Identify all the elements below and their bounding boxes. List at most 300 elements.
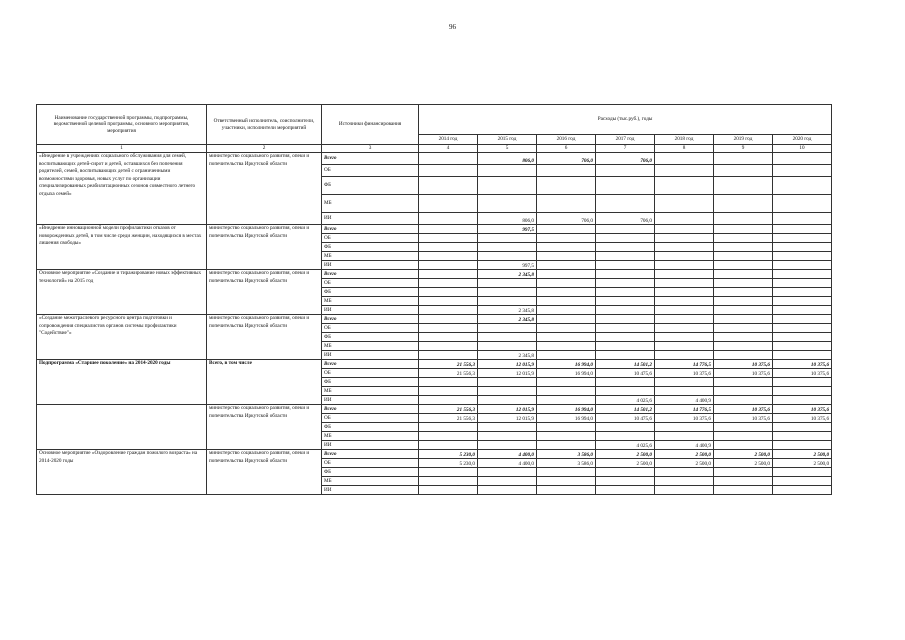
value-cell (714, 288, 773, 297)
value-cell (773, 243, 832, 252)
value-cell (655, 351, 714, 360)
value-cell (714, 387, 773, 396)
value-cell (714, 234, 773, 243)
value-cell (773, 195, 832, 213)
value-cell (714, 324, 773, 333)
value-cell (714, 468, 773, 477)
value-cell (596, 165, 655, 177)
value-cell: 12 015,9 (478, 414, 537, 423)
source-cell: Всего (322, 153, 419, 165)
value-cell: 2 500,0 (655, 459, 714, 468)
value-cell (478, 468, 537, 477)
source-cell: ОБ (322, 234, 419, 243)
value-cell (478, 342, 537, 351)
table-row (37, 153, 832, 165)
value-cell: 806,0 (478, 153, 537, 165)
value-cell: 4 400,0 (478, 459, 537, 468)
value-cell (773, 468, 832, 477)
value-cell (773, 486, 832, 495)
value-cell: 12 015,9 (478, 405, 537, 414)
value-cell (714, 315, 773, 324)
value-cell: 12 015,9 (478, 369, 537, 378)
value-cell (773, 477, 832, 486)
value-cell (596, 297, 655, 306)
value-cell: 14 776,5 (655, 360, 714, 369)
header-expenses: Расходы (тыс.руб.), годы (419, 105, 832, 135)
value-cell: 706,0 (596, 153, 655, 165)
value-cell (596, 432, 655, 441)
source-cell: ОБ (322, 324, 419, 333)
value-cell: 4 400,9 (655, 396, 714, 405)
value-cell: 10 375,6 (773, 405, 832, 414)
value-cell (537, 432, 596, 441)
value-cell (596, 288, 655, 297)
value-cell: 10 375,6 (655, 369, 714, 378)
value-cell (655, 225, 714, 234)
source-cell: ФБ (322, 177, 419, 195)
value-cell (655, 306, 714, 315)
value-cell (655, 177, 714, 195)
source-cell: Всего (322, 225, 419, 234)
source-cell: Всего (322, 315, 419, 324)
value-cell (478, 396, 537, 405)
value-cell (537, 261, 596, 270)
value-cell (655, 261, 714, 270)
value-cell (596, 243, 655, 252)
value-cell (655, 153, 714, 165)
value-cell (773, 252, 832, 261)
value-cell (419, 153, 478, 165)
value-cell (773, 423, 832, 432)
value-cell (537, 270, 596, 279)
value-cell: 10 375,6 (655, 414, 714, 423)
value-cell (537, 333, 596, 342)
value-cell (537, 486, 596, 495)
financing-table (36, 104, 832, 495)
value-cell (419, 225, 478, 234)
value-cell (596, 351, 655, 360)
header-program: Наименование государственной программы, подпрограммы, ведомственной целевой программы, основного мероприятия, мероприятия (37, 105, 207, 145)
value-cell (773, 153, 832, 165)
value-cell (596, 324, 655, 333)
source-cell: ФБ (322, 333, 419, 342)
value-cell (655, 333, 714, 342)
value-cell (419, 315, 478, 324)
value-cell (655, 342, 714, 351)
value-cell (773, 213, 832, 225)
value-cell: 21 556,3 (419, 414, 478, 423)
value-cell (478, 477, 537, 486)
value-cell (655, 315, 714, 324)
value-cell (714, 153, 773, 165)
value-cell: 2 500,0 (714, 450, 773, 459)
source-cell: ОБ (322, 414, 419, 423)
value-cell (773, 165, 832, 177)
value-cell: 4 025,6 (596, 441, 655, 450)
value-cell (655, 297, 714, 306)
value-cell (714, 165, 773, 177)
value-cell (478, 234, 537, 243)
value-cell: 16 994,0 (537, 369, 596, 378)
value-cell: 2 500,0 (714, 459, 773, 468)
executor-cell: министерство социального развития, опеки и попечительства Иркутской области (207, 405, 322, 450)
value-cell (714, 378, 773, 387)
value-cell: 806,0 (478, 213, 537, 225)
index-cell: 10 (773, 145, 832, 153)
value-cell (478, 324, 537, 333)
value-cell (714, 225, 773, 234)
value-cell (419, 213, 478, 225)
value-cell (537, 468, 596, 477)
value-cell: 10 375,6 (773, 414, 832, 423)
source-cell: Всего (322, 270, 419, 279)
table-row (37, 405, 832, 414)
source-cell: МБ (322, 477, 419, 486)
source-cell: ФБ (322, 468, 419, 477)
value-cell (419, 279, 478, 288)
program-name-cell: Основное мероприятие «Оздоровление граждан пожилого возраста» на 2014-2020 годы (37, 450, 207, 495)
value-cell: 14 501,2 (596, 360, 655, 369)
program-name-cell: «Внедрение в учреждениях социального обслуживания для семей, воспитывающих детей-сирот и детей, оставшихся без попечения родителей, семей, воспитывающих детей с ограниченными возможностями здоровья, новых услуг по организации специализированных реабилитационных сезонов совместного летнего отдыха семей» (37, 153, 207, 225)
value-cell (537, 315, 596, 324)
value-cell (773, 342, 832, 351)
value-cell: 2 500,0 (596, 450, 655, 459)
source-cell: ФБ (322, 288, 419, 297)
value-cell: 706,0 (537, 153, 596, 165)
value-cell (596, 486, 655, 495)
value-cell (537, 324, 596, 333)
value-cell (773, 441, 832, 450)
value-cell (537, 234, 596, 243)
value-cell: 706,0 (537, 213, 596, 225)
value-cell (773, 387, 832, 396)
value-cell: 21 556,3 (419, 369, 478, 378)
source-cell: МБ (322, 387, 419, 396)
index-cell: 5 (478, 145, 537, 153)
value-cell (714, 342, 773, 351)
value-cell (655, 378, 714, 387)
value-cell (773, 306, 832, 315)
value-cell (596, 177, 655, 195)
table-row (37, 315, 832, 324)
source-cell: ОБ (322, 279, 419, 288)
source-cell: МБ (322, 195, 419, 213)
value-cell (655, 432, 714, 441)
value-cell (478, 252, 537, 261)
value-cell (714, 270, 773, 279)
source-cell: ОБ (322, 165, 419, 177)
value-cell (773, 333, 832, 342)
value-cell (537, 225, 596, 234)
value-cell (419, 477, 478, 486)
value-cell (773, 351, 832, 360)
source-cell: ОБ (322, 459, 419, 468)
value-cell (419, 333, 478, 342)
value-cell: 2 345,8 (478, 315, 537, 324)
source-cell: ИИ (322, 486, 419, 495)
value-cell (596, 252, 655, 261)
value-cell (537, 477, 596, 486)
value-cell (537, 243, 596, 252)
value-cell (478, 195, 537, 213)
value-cell (596, 477, 655, 486)
source-cell: ИИ (322, 351, 419, 360)
value-cell (537, 306, 596, 315)
header-year: 2014 год (419, 135, 478, 145)
value-cell (478, 243, 537, 252)
table-row (37, 360, 832, 369)
value-cell (773, 225, 832, 234)
value-cell (714, 486, 773, 495)
header-source: Источники финансирования (322, 105, 419, 145)
source-cell: МБ (322, 342, 419, 351)
value-cell (773, 234, 832, 243)
value-cell (419, 441, 478, 450)
value-cell (773, 315, 832, 324)
source-cell: ФБ (322, 378, 419, 387)
value-cell: 10 475,6 (596, 414, 655, 423)
value-cell (596, 234, 655, 243)
source-cell: ИИ (322, 441, 419, 450)
value-cell (537, 165, 596, 177)
value-cell (714, 195, 773, 213)
value-cell (419, 252, 478, 261)
value-cell (419, 243, 478, 252)
value-cell (596, 333, 655, 342)
executor-cell: министерство социального развития, опеки и попечительства Иркутской области (207, 315, 322, 360)
value-cell: 5 230,0 (419, 450, 478, 459)
executor-cell: министерство социального развития, опеки и попечительства Иркутской области (207, 450, 322, 495)
value-cell: 3 586,0 (537, 459, 596, 468)
value-cell: 2 500,0 (655, 450, 714, 459)
value-cell: 4 025,6 (596, 396, 655, 405)
value-cell (419, 306, 478, 315)
value-cell (773, 297, 832, 306)
value-cell (655, 234, 714, 243)
value-cell (537, 288, 596, 297)
value-cell (714, 243, 773, 252)
value-cell (419, 378, 478, 387)
value-cell: 4 400,0 (478, 450, 537, 459)
value-cell (478, 279, 537, 288)
value-cell (655, 279, 714, 288)
index-cell: 7 (596, 145, 655, 153)
value-cell: 14 776,5 (655, 405, 714, 414)
value-cell (419, 177, 478, 195)
value-cell (773, 177, 832, 195)
header-year: 2016 год (537, 135, 596, 145)
value-cell: 12 015,9 (478, 360, 537, 369)
value-cell: 997,5 (478, 261, 537, 270)
value-cell (419, 387, 478, 396)
executor-cell: Всего, в том числе (207, 360, 322, 405)
value-cell: 4 400,9 (655, 441, 714, 450)
program-name-cell (37, 405, 207, 450)
value-cell (419, 195, 478, 213)
value-cell (596, 423, 655, 432)
value-cell (537, 297, 596, 306)
value-cell (419, 297, 478, 306)
value-cell: 5 230,0 (419, 459, 478, 468)
value-cell (419, 261, 478, 270)
program-name-cell: «Внедрение инновационной модели профилактики отказов от новорожденных детей, в том числе среди женщин, находящихся в местах лишения свободы» (37, 225, 207, 270)
value-cell: 10 375,6 (773, 360, 832, 369)
value-cell (419, 423, 478, 432)
value-cell: 2 500,0 (773, 450, 832, 459)
value-cell (537, 351, 596, 360)
index-cell: 4 (419, 145, 478, 153)
value-cell (655, 387, 714, 396)
source-cell: МБ (322, 297, 419, 306)
value-cell: 2 345,8 (478, 351, 537, 360)
value-cell (714, 396, 773, 405)
value-cell (655, 468, 714, 477)
value-cell (537, 423, 596, 432)
index-cell: 6 (537, 145, 596, 153)
value-cell (655, 324, 714, 333)
index-cell: 2 (207, 145, 322, 153)
value-cell: 2 345,8 (478, 306, 537, 315)
value-cell (419, 165, 478, 177)
value-cell: 14 501,2 (596, 405, 655, 414)
value-cell (655, 486, 714, 495)
value-cell (773, 432, 832, 441)
value-cell (714, 252, 773, 261)
value-cell (419, 234, 478, 243)
value-cell (419, 270, 478, 279)
source-cell: МБ (322, 432, 419, 441)
header-year: 2015 год (478, 135, 537, 145)
value-cell: 3 586,0 (537, 450, 596, 459)
value-cell (773, 261, 832, 270)
value-cell: 16 994,0 (537, 414, 596, 423)
source-cell: ИИ (322, 396, 419, 405)
page-number: 96 (449, 23, 456, 31)
value-cell: 10 375,6 (773, 369, 832, 378)
value-cell (478, 378, 537, 387)
value-cell (596, 195, 655, 213)
value-cell (655, 213, 714, 225)
value-cell (419, 288, 478, 297)
header-year: 2017 год (596, 135, 655, 145)
value-cell (655, 477, 714, 486)
value-cell (773, 288, 832, 297)
source-cell: Всего (322, 405, 419, 414)
value-cell (714, 213, 773, 225)
source-cell: ИИ (322, 306, 419, 315)
header-year: 2019 год (714, 135, 773, 145)
source-cell: Всего (322, 360, 419, 369)
value-cell (714, 297, 773, 306)
value-cell (537, 195, 596, 213)
value-cell (537, 342, 596, 351)
table-row (37, 450, 832, 459)
value-cell (714, 333, 773, 342)
value-cell (478, 177, 537, 195)
value-cell (478, 288, 537, 297)
value-cell (478, 387, 537, 396)
index-cell: 8 (655, 145, 714, 153)
program-name-cell: Основное мероприятие «Создание и тиражирование новых эффективных технологий» на 2015 год (37, 270, 207, 315)
value-cell (655, 288, 714, 297)
value-cell: 10 375,6 (714, 405, 773, 414)
value-cell (419, 342, 478, 351)
value-cell (596, 306, 655, 315)
value-cell (714, 477, 773, 486)
value-cell (714, 279, 773, 288)
value-cell (714, 423, 773, 432)
value-cell (478, 333, 537, 342)
source-cell: МБ (322, 252, 419, 261)
value-cell (655, 165, 714, 177)
value-cell (478, 432, 537, 441)
value-cell: 2 500,0 (596, 459, 655, 468)
value-cell (537, 387, 596, 396)
value-cell (714, 351, 773, 360)
value-cell (596, 261, 655, 270)
value-cell (537, 378, 596, 387)
value-cell (773, 378, 832, 387)
value-cell (537, 252, 596, 261)
value-cell (655, 252, 714, 261)
value-cell (419, 432, 478, 441)
source-cell: Всего (322, 450, 419, 459)
value-cell (714, 177, 773, 195)
value-cell (596, 342, 655, 351)
value-cell (419, 486, 478, 495)
value-cell (714, 306, 773, 315)
value-cell (596, 279, 655, 288)
source-cell: ИИ (322, 213, 419, 225)
source-cell: ФБ (322, 243, 419, 252)
value-cell: 21 556,3 (419, 360, 478, 369)
value-cell (478, 165, 537, 177)
value-cell (596, 225, 655, 234)
value-cell: 997,5 (478, 225, 537, 234)
value-cell: 16 994,0 (537, 360, 596, 369)
value-cell: 10 375,6 (714, 414, 773, 423)
value-cell: 2 345,8 (478, 270, 537, 279)
source-cell: ОБ (322, 369, 419, 378)
value-cell (478, 297, 537, 306)
program-name-cell: Подпрограмма «Старшее поколение» на 2014-2020 годы (37, 360, 207, 405)
executor-cell: министерство социального развития, опеки и попечительства Иркутской области (207, 153, 322, 225)
value-cell (419, 468, 478, 477)
value-cell (478, 441, 537, 450)
value-cell (419, 351, 478, 360)
header-executor: Ответственный исполнитель, соисполнители, участники, исполнители мероприятий (207, 105, 322, 145)
index-cell: 3 (322, 145, 419, 153)
value-cell (714, 441, 773, 450)
value-cell (537, 441, 596, 450)
value-cell (714, 432, 773, 441)
source-cell: ИИ (322, 261, 419, 270)
header-year: 2020 год (773, 135, 832, 145)
value-cell (596, 468, 655, 477)
value-cell (419, 324, 478, 333)
value-cell (773, 396, 832, 405)
index-cell: 9 (714, 145, 773, 153)
header-year: 2018 год (655, 135, 714, 145)
source-cell: ФБ (322, 423, 419, 432)
value-cell: 16 994,0 (537, 405, 596, 414)
value-cell: 21 556,3 (419, 405, 478, 414)
value-cell (478, 486, 537, 495)
executor-cell: министерство социального развития, опеки и попечительства Иркутской области (207, 225, 322, 270)
value-cell (478, 423, 537, 432)
table-body (37, 153, 832, 495)
value-cell: 10 375,6 (714, 360, 773, 369)
